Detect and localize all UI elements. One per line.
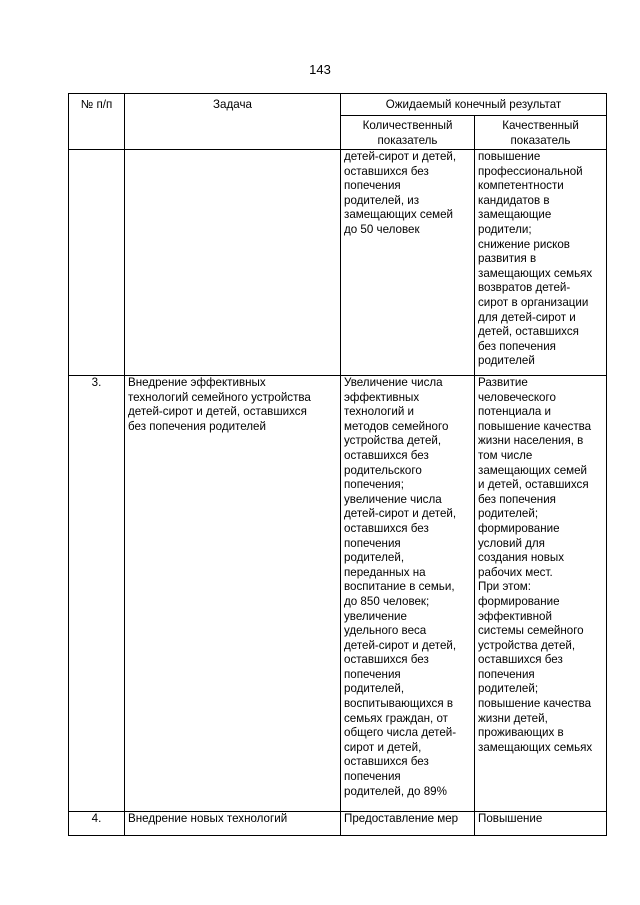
table-header-row-1 — [69, 94, 607, 116]
row-qualitative: Повышение — [475, 812, 607, 836]
results-table — [68, 93, 607, 836]
row-number: 3. — [69, 376, 125, 812]
page-number: 143 — [309, 62, 331, 77]
table-row — [69, 150, 607, 376]
header-expected-result: Ожидаемый конечный результат — [341, 94, 607, 116]
header-num: № п/п — [69, 94, 125, 150]
header-quantitative: Количественный показатель — [341, 116, 475, 150]
table-row — [69, 376, 607, 812]
row-number — [69, 150, 125, 376]
row-quantitative: Увеличение числа эффективных технологий и методов семейного устройства детей, оставшихся без родительского попечения; увеличение числа детей-сирот и детей, оставшихся без попечения родителей, переданных на воспитание в семьи, до 850 человек; увеличение удельного веса детей-сирот и детей, оставшихся без попечения родителей, воспитывающихся в семьях граждан, от общего числа детей- сирот и детей, оставшихся без попечения родителей, до 89% — [341, 376, 475, 812]
row-qualitative: Развитие человеческого потенциала и повышение качества жизни населения, в том числе замещающих семей и детей, оставшихся без попечения родителей; формирование условий для создания новых рабочих мест. При этом: формирование эффективной системы семейного устройства детей, оставшихся без попечения родителей; повышение качества жизни детей, проживающих в замещающих семьях — [475, 376, 607, 812]
header-task: Задача — [125, 94, 341, 150]
header-qualitative: Качественный показатель — [475, 116, 607, 150]
row-task: Внедрение новых технологий — [125, 812, 341, 836]
row-number: 4. — [69, 812, 125, 836]
table-row — [69, 812, 607, 836]
row-task — [125, 150, 341, 376]
row-qualitative: повышение профессиональной компетентности кандидатов в замещающие родители; снижение рисков развития в замещающих семьях возвратов детей- сирот в организации для детей-сирот и детей, оставшихся без попечения родителей — [475, 150, 607, 376]
row-quantitative: Предоставление мер — [341, 812, 475, 836]
row-quantitative: детей-сирот и детей, оставшихся без попечения родителей, из замещающих семей до 50 человек — [341, 150, 475, 376]
row-task: Внедрение эффективных технологий семейного устройства детей-сирот и детей, оставшихся без попечения родителей — [125, 376, 341, 812]
